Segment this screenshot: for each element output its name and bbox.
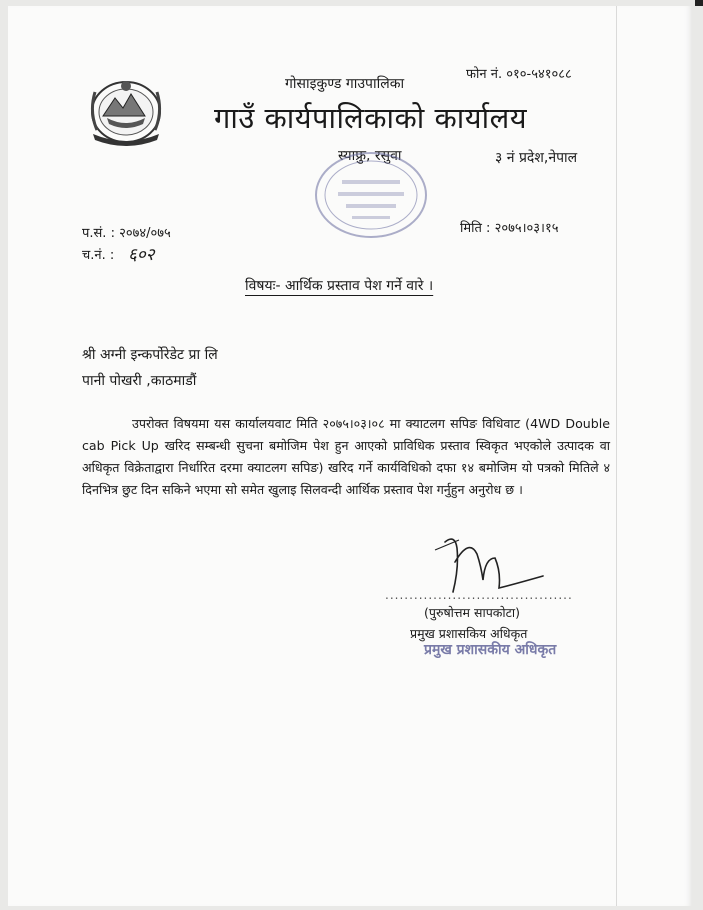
patra-sankhya: प.सं. : २०७४/०७५ (82, 226, 171, 241)
nepal-emblem-icon (85, 72, 167, 154)
letter-subject: विषयः- आर्थिक प्रस्ताव पेश गर्ने वारे । (245, 278, 434, 294)
office-name: गाउँ कार्यपालिकाको कार्यालय (214, 101, 528, 135)
letter-body-text: उपरोक्त विषयमा यस कार्यालयवाट मिति २०७५।०३।०८ मा क्याटलग सपिङ विधिवाट (4WD Double cab Pick Up खरिद सम्बन्धी सुचना बमोजिम पेश हुन आएको प्राविधिक प्रस्ताव स्विकृत भएकोले उत्पादक वा अधिकृत विक्रेताद्वारा निर्धारित दरमा क्याटलग सपिङ) खरिद गर्ने कार्यविधिको दफा १४ बमोजिम यो पत्रको मितिले ४ दिनभित्र छुट दिन सकिने भएमा सो समेत खुलाइ सिलवन्दी आर्थिक प्रस्ताव पेश गर्नुहुन अनुरोध छ । (82, 416, 610, 497)
letter-date: मिति : २०७५।०३।१५ (460, 221, 559, 236)
addressee-address: पानी पोखरी ,काठमाडौं (82, 373, 197, 389)
signatory-name: (पुरुषोत्तम सापकोटा) (424, 605, 521, 620)
addressee-name: श्री अग्नी इन्कर्पोरेडेट प्रा लि (82, 347, 218, 363)
office-address: स्याफ्रु, रसुवा (338, 148, 402, 164)
letter-page (8, 6, 692, 906)
scan-fold-line (616, 6, 617, 906)
municipality-name: गोसाइकुण्ड गाउपालिका (285, 76, 405, 92)
province-address: ३ नं प्रदेश,नेपाल (495, 150, 578, 166)
designation-stamp: प्रमुख प्रशासकीय अधिकृत (424, 642, 557, 658)
signature-line: ....................................... (385, 588, 573, 602)
chalani-label: च.नं. : (82, 248, 115, 263)
letter-body (82, 413, 610, 501)
phone-number: फोन नं. ०१०-५४१०८८ (466, 67, 572, 82)
scan-corner-mark (695, 0, 703, 6)
office-stamp-icon (312, 150, 430, 240)
signatory-title: प्रमुख प्रशासकिय अधिकृत (410, 626, 528, 641)
chalani-number: ६०२ (128, 245, 155, 265)
